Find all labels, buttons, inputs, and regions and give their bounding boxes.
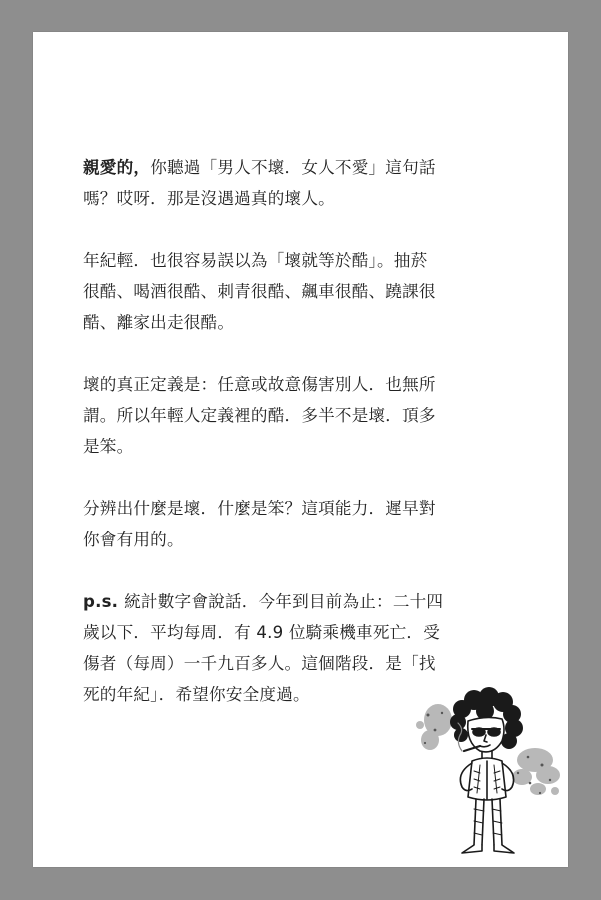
text-line: p.s. 統計數字會說話．今年到目前為止：二十四 xyxy=(83,592,444,611)
article-body xyxy=(83,152,503,741)
text-line: 傷者（每周）一千九百多人。這個階段．是「找 xyxy=(83,654,436,673)
text-line: 壞的真正定義是：任意或故意傷害別人．也無所 xyxy=(83,375,436,394)
text-line: 很酷、喝酒很酷、刺青很酷、飆車很酷、蹺課很 xyxy=(83,282,436,301)
paragraph-2 xyxy=(83,245,503,338)
text-line: 嗎？哎呀．那是沒遇過真的壞人。 xyxy=(83,189,335,208)
text-line: 年紀輕．也很容易誤以為「壞就等於酷」。抽菸 xyxy=(83,251,428,270)
text-line: 你會有用的。 xyxy=(83,530,184,549)
text-line: 分辨出什麼是壞．什麼是笨？這項能力．遲早對 xyxy=(83,499,436,518)
text-line: 酷、離家出走很酷。 xyxy=(83,313,235,332)
text-line: 死的年紀」．希望你安全度過。 xyxy=(83,685,310,704)
text-line: 親愛的，你聽過「男人不壞．女人不愛」這句話 xyxy=(83,158,436,177)
salutation: 親愛的， xyxy=(83,158,151,177)
text-line: 是笨。 xyxy=(83,437,134,456)
ps-label: p.s. xyxy=(83,592,125,611)
text-line: 謂。所以年輕人定義裡的酷．多半不是壞．頂多 xyxy=(83,406,436,425)
smoking-figure-illustration xyxy=(410,685,565,865)
paragraph-3 xyxy=(83,369,503,462)
paragraph-4 xyxy=(83,493,503,555)
text-line: 歲以下．平均每周．有 4.9 位騎乘機車死亡．受 xyxy=(83,623,441,642)
figure-icon xyxy=(450,687,523,853)
paragraph-1 xyxy=(83,152,503,214)
